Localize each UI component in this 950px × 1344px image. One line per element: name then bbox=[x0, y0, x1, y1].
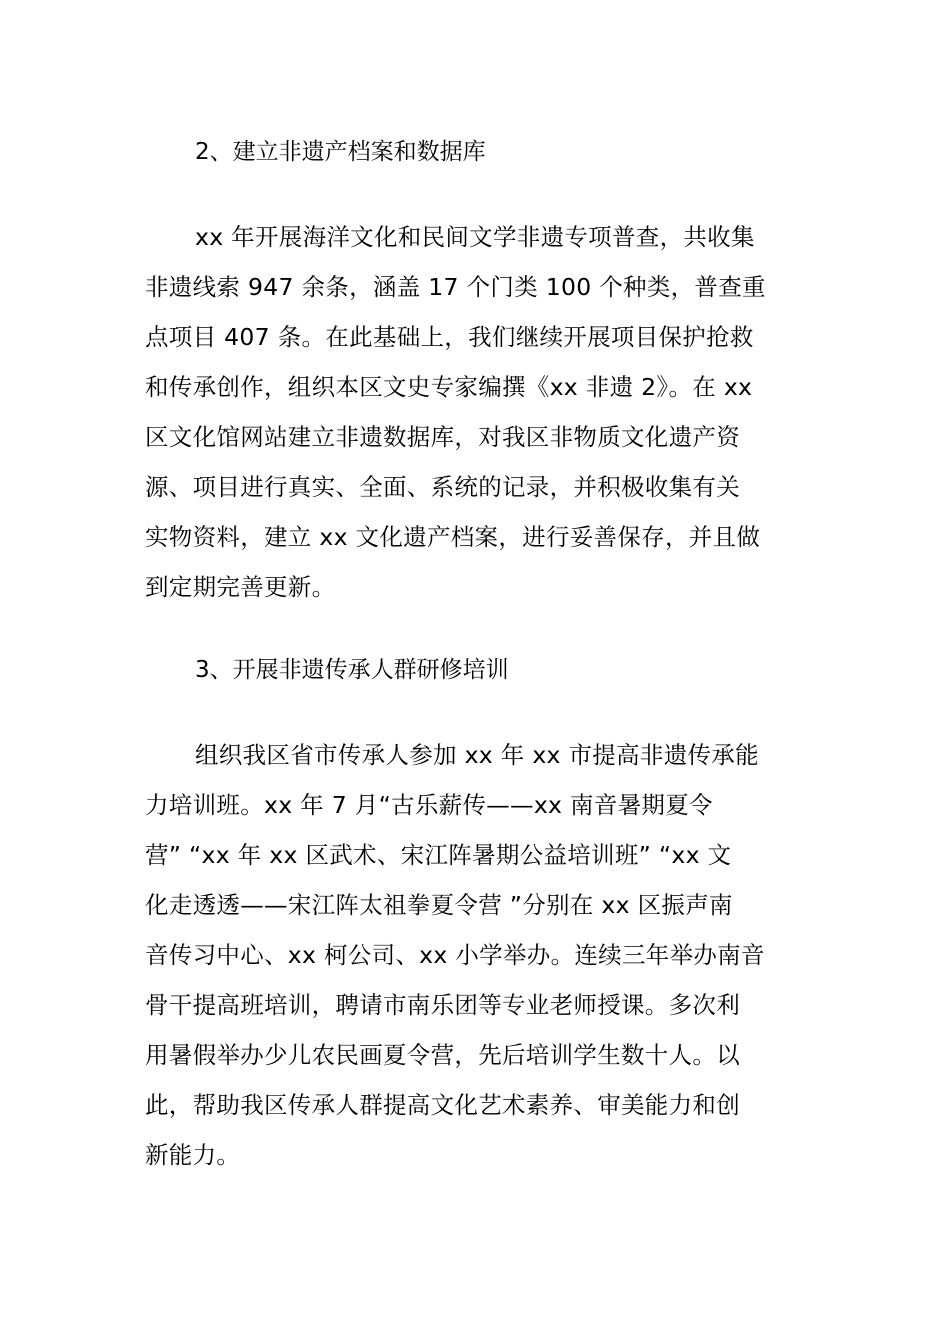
paragraph-line: 区文化馆网站建立非遗数据库，对我区非物质文化遗产资 bbox=[145, 423, 740, 451]
paragraph-line: 新能力。 bbox=[145, 1141, 241, 1169]
paragraph-line: 到定期完善更新。 bbox=[145, 573, 336, 601]
paragraph-line: 实物资料，建立 xx 文化遗产档案，进行妥善保存，并且做 bbox=[145, 523, 761, 551]
paragraph-line: xx 年开展海洋文化和民间文学非遗专项普查，共收集 bbox=[195, 223, 755, 251]
paragraph-line: 力培训班。xx 年 7 月“古乐薪传——xx 南音暑期夏令 bbox=[145, 791, 713, 819]
paragraph-line: 化走透透——宋江阵太祖拳夏令营 ”分别在 xx 区振声南 bbox=[145, 891, 733, 919]
paragraph-line: 营” “xx 年 xx 区武术、宋江阵暑期公益培训班” “xx 文 bbox=[145, 841, 732, 869]
paragraph-line: 音传习中心、xx 柯公司、xx 小学举办。连续三年举办南音 bbox=[145, 941, 765, 969]
paragraph-line: 源、项目进行真实、全面、系统的记录，并积极收集有关 bbox=[145, 473, 740, 501]
paragraph-line: 非遗线索 947 余条，涵盖 17 个门类 100 个种类，普查重 bbox=[145, 273, 766, 301]
section-heading-2: 2、建立非遗产档案和数据库 bbox=[195, 139, 486, 165]
paragraph-line: 点项目 407 条。在此基础上，我们继续开展项目保护抢救 bbox=[145, 323, 754, 351]
paragraph-line: 组织我区省市传承人参加 xx 年 xx 市提高非遗传承能 bbox=[195, 741, 759, 769]
section-3-paragraph bbox=[145, 730, 815, 1180]
section-2-paragraph bbox=[145, 212, 815, 612]
paragraph-line: 此，帮助我区传承人群提高文化艺术素养、审美能力和创 bbox=[145, 1091, 740, 1119]
paragraph-line: 骨干提高班培训，聘请市南乐团等专业老师授课。多次利 bbox=[145, 991, 740, 1019]
paragraph-line: 用暑假举办少儿农民画夏令营，先后培训学生数十人。以 bbox=[145, 1041, 740, 1069]
section-heading-3: 3、开展非遗传承人群研修培训 bbox=[195, 657, 509, 683]
paragraph-line: 和传承创作，组织本区文史专家编撰《xx 非遗 2》。在 xx bbox=[145, 373, 753, 401]
